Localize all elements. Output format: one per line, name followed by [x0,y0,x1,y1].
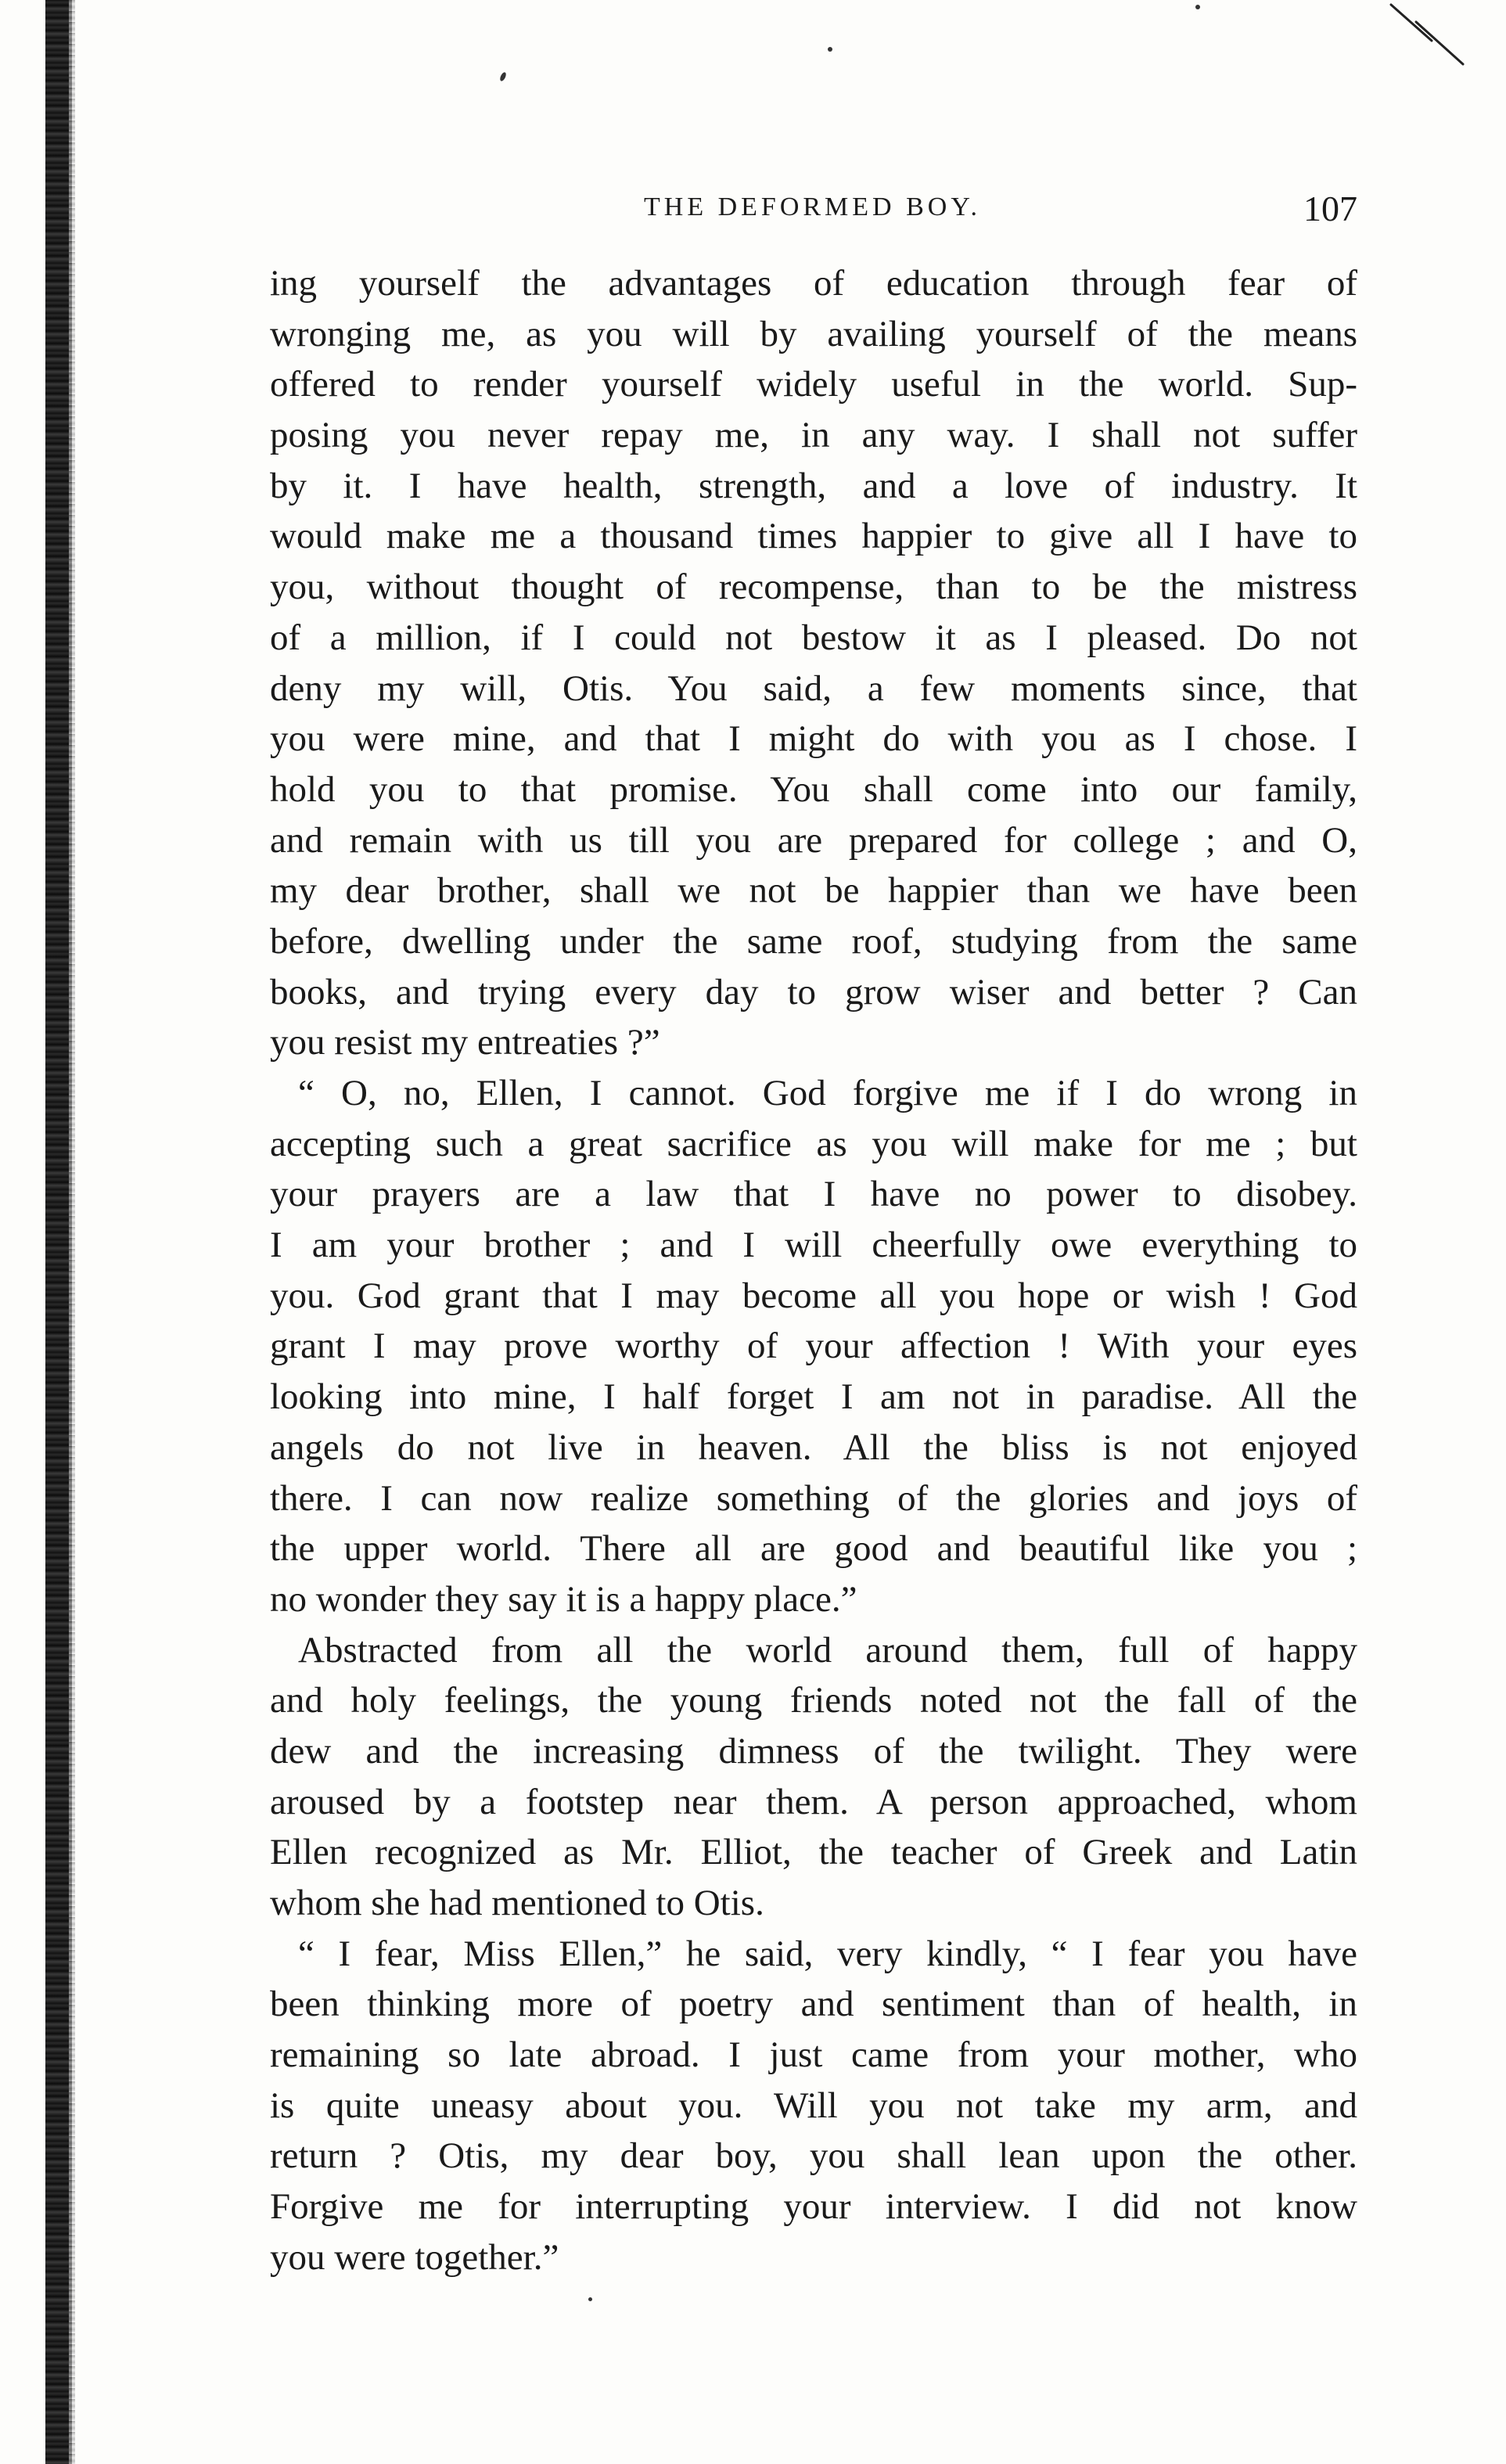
text-line: you were together.” [270,2236,559,2278]
text-line: dew and the increasing dimness of the twilight. They were [270,1730,1357,1772]
ink-speck [499,71,508,81]
text-line: accepting such a great sacrifice as you will make for me ; but [270,1123,1357,1164]
text-line: offered to render yourself widely useful in the world. Sup- [270,364,1357,405]
text-line: books, and trying every day to grow wiser and better ? Can [270,971,1357,1013]
text-line: “ I fear, Miss Ellen,” he said, very kindly, “ I fear you have [298,1933,1357,1974]
text-line: hold you to that promise. You shall come into our family, [270,768,1357,810]
text-line: your prayers are a law that I have no power to disobey. [270,1174,1357,1215]
text-line: you. God grant that I may become all you hope or wish ! God [270,1275,1357,1316]
ink-speck [588,2297,592,2301]
text-line: by it. I have health, strength, and a love of industry. It [270,465,1357,506]
text-line: and remain with us till you are prepared for college ; and O, [270,819,1357,861]
text-line: no wonder they say it is a happy place.” [270,1578,857,1620]
text-line: ing yourself the advantages of education through fear of [270,263,1357,304]
running-head-title: THE DEFORMED BOY. [644,192,982,221]
ink-speck [828,47,832,52]
text-line: Forgive me for interrupting your interview. I did not know [270,2186,1357,2228]
running-head [270,188,1357,235]
text-line: would make me a thousand times happier to give all I have to [270,516,1357,557]
text-line: before, dwelling under the same roof, studying from the same [270,920,1357,962]
ink-speck [1195,5,1200,9]
text-line: Ellen recognized as Mr. Elliot, the teacher of Greek and Latin [270,1832,1357,1873]
text-line: angels do not live in heaven. All the bliss is not enjoyed [270,1426,1357,1468]
text-line: posing you never repay me, in any way. I shall not suffer [270,415,1357,456]
text-line: whom she had mentioned to Otis. [270,1883,764,1923]
text-line: been thinking more of poetry and sentiment than of health, in [270,1984,1357,2025]
text-line: deny my will, Otis. You said, a few moments since, that [270,667,1357,709]
text-line: remaining so late abroad. I just came from your mother, who [270,2034,1357,2076]
text-line: “ O, no, Ellen, I cannot. God forgive me if I do wrong in [298,1073,1357,1113]
text-line: my dear brother, shall we not be happier than we have been [270,870,1357,912]
text-line: looking into mine, I half forget I am not in paradise. All the [270,1376,1357,1418]
text-line: you resist my entreaties ?” [270,1022,660,1063]
body-text [270,258,1357,2283]
book-binding-edge [45,0,72,2464]
text-line: and holy feelings, the young friends noted not the fall of the [270,1680,1357,1721]
text-line: you, without thought of recompense, than to be the mistress [270,567,1357,608]
text-line: I am your brother ; and I will cheerfully owe everything to [270,1225,1357,1266]
text-line: is quite uneasy about you. Will you not take my arm, and [270,2085,1357,2126]
text-line: grant I may prove worthy of your affection ! With your eyes [270,1326,1357,1367]
text-line: Abstracted from all the world around them, full of happy [298,1629,1357,1671]
corner-scratch-mark [1385,0,1471,78]
text-line: aroused by a footstep near them. A person approached, whom [270,1781,1357,1822]
page-number: 107 [1303,189,1357,228]
text-line: the upper world. There all are good and beautiful like you ; [270,1528,1357,1570]
text-line: return ? Otis, my dear boy, you shall lean upon the other. [270,2135,1357,2177]
text-line: of a million, if I could not bestow it as I pleased. Do not [270,617,1357,658]
text-line: you were mine, and that I might do with you as I chose. I [270,718,1357,760]
text-line: wronging me, as you will by availing yourself of the means [270,313,1357,354]
text-line: there. I can now realize something of the glories and joys of [270,1477,1357,1519]
